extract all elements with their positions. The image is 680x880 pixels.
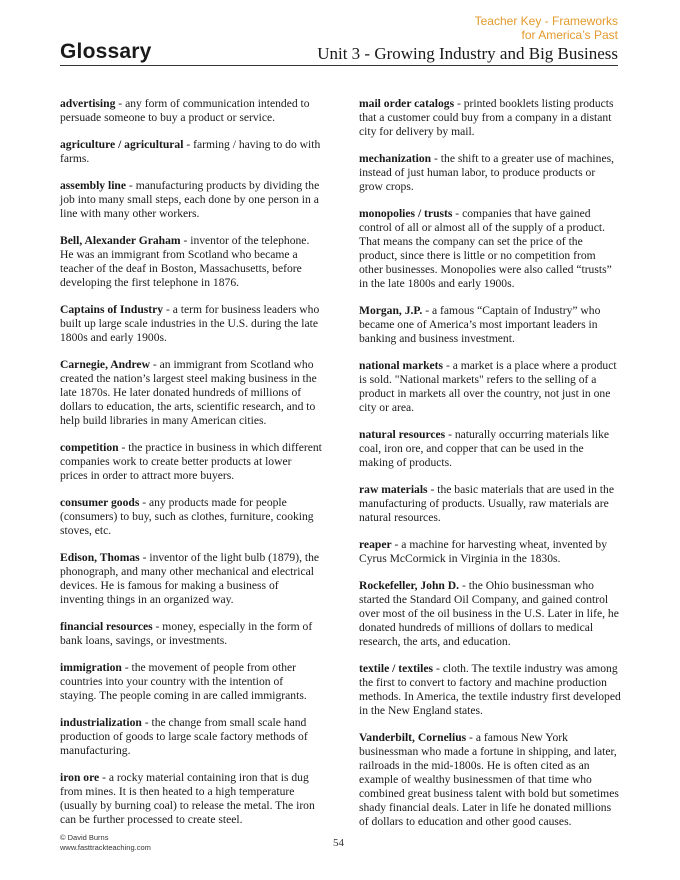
glossary-definition: - inventor of the telephone. He was an immigrant from Scotland who became a teacher of the deaf in Boston, Massachusetts, before developing the first telephone in 1876. [60, 234, 310, 289]
glossary-definition: - any products made for people (consumers) to buy, such as clothes, furniture, cooking stoves, etc. [60, 496, 314, 537]
glossary-term: natural resources [359, 428, 446, 441]
glossary-definition: - money, especially in the form of bank loans, savings, or investments. [60, 620, 313, 647]
glossary-left-column [60, 97, 322, 840]
glossary-entry [60, 234, 322, 290]
glossary-definition: - any form of communication intended to persuade someone to buy a product or service. [60, 97, 310, 124]
glossary-entry [60, 138, 322, 166]
glossary-definition: - a market is a place where a product is sold. "National markets" refers to the selling of a product in markets all over the country, not just in one city or area. [359, 359, 617, 414]
glossary-entry [60, 661, 322, 703]
copyright-text: © David Burns [60, 833, 109, 842]
glossary-definition: - printed booklets listing products that a customer could buy from a company in a distant city for delivery by mail. [359, 97, 614, 138]
page-number: 54 [333, 837, 344, 849]
glossary-entry [60, 303, 322, 345]
glossary-entry [60, 358, 322, 428]
glossary-definition: - a term for business leaders who built up large scale industries in the U.S. during the late 1800s and early 1900s. [60, 303, 320, 344]
glossary-term: competition [60, 441, 119, 454]
glossary-entry [359, 662, 621, 718]
glossary-term: reaper [359, 538, 392, 551]
glossary-term: mechanization [359, 152, 432, 165]
glossary-term: iron ore [60, 771, 100, 784]
glossary-term: Captains of Industry [60, 303, 164, 316]
glossary-entry [359, 304, 621, 346]
glossary-entry [359, 538, 621, 566]
website-text: www.fasttrackteaching.com [60, 843, 151, 852]
glossary-term: Bell, Alexander Graham [60, 234, 181, 247]
glossary-definition: - a famous New York businessman who made a fortune in shipping, and later, railroads in the mid-1800s. He is often cited as an example of wealthy businessmen of that time who combined great business talent with bold but sometimes shady financial deals. Later in life he donated millions of dollars to education and other good causes. [359, 731, 619, 828]
glossary-definition: - a machine for harvesting wheat, invented by Cyrus McCormick in Virginia in the 1830s. [359, 538, 607, 565]
glossary-entry [60, 496, 322, 538]
glossary-entry [60, 551, 322, 607]
glossary-entry [60, 716, 322, 758]
glossary-definition: - naturally occurring materials like coal, iron ore, and copper that can be used in the making of products. [359, 428, 610, 469]
glossary-term: assembly line [60, 179, 127, 192]
glossary-term: Vanderbilt, Cornelius [359, 731, 467, 744]
glossary-term: monopolies / trusts [359, 207, 453, 220]
glossary-definition: - a rocky material containing iron that is dug from mines. It is then heated to a high temperature (usually by burning coal) to release the metal. The iron can be further processed to create steel. [60, 771, 315, 826]
glossary-definition: - the Ohio businessman who started the Standard Oil Company, and gained control over most of the oil business in the U.S. Later in life, he donated hundreds of millions of dollars to medical research, the arts, and education. [359, 579, 619, 648]
glossary-term: financial resources [60, 620, 153, 633]
glossary-entry [60, 179, 322, 221]
glossary-definition: - the change from small scale hand production of goods to large scale factory methods of manufacturing. [60, 716, 308, 757]
glossary-definition: - the shift to a greater use of machines, instead of just human labor, to produce products or grow crops. [359, 152, 614, 193]
glossary-term: Carnegie, Andrew [60, 358, 150, 371]
glossary-entry [359, 731, 621, 829]
glossary-entry [359, 152, 621, 194]
teacher-key-label [475, 14, 618, 42]
page-title: Glossary [60, 40, 152, 63]
glossary-entry [359, 428, 621, 470]
glossary-entry [60, 441, 322, 483]
header-divider [60, 65, 618, 66]
glossary-entry [359, 579, 621, 649]
glossary-definition: - manufacturing products by dividing the job into many small steps, each done by one person in a line with many other workers. [60, 179, 320, 220]
glossary-term: consumer goods [60, 496, 140, 509]
unit-title: Unit 3 - Growing Industry and Big Business [317, 44, 618, 63]
glossary-term: mail order catalogs [359, 97, 455, 110]
glossary-definition: - the movement of people from other countries into your country with the intention of staying. The people coming in are called immigrants. [60, 661, 307, 702]
teacher-key-line2: for America’s Past [521, 28, 618, 42]
glossary-entry [359, 483, 621, 525]
glossary-definition: - cloth. The textile industry was among the first to convert to factory and machine production methods. In America, the textile industry first developed in the New England states. [359, 662, 621, 717]
glossary-definition: - an immigrant from Scotland who created the nation’s largest steel making business in the late 1870s. He later donated hundreds of millions of dollars to education, the arts, scientific research, and to help build libraries in many American cities. [60, 358, 317, 427]
glossary-term: industrialization [60, 716, 142, 729]
glossary-term: textile / textiles [359, 662, 434, 675]
glossary-definition: - farming / having to do with farms. [60, 138, 321, 165]
teacher-key-line1: Teacher Key - Frameworks [474, 14, 618, 28]
glossary-definition: - inventor of the light bulb (1879), the phonograph, and many other mechanical and electrical devices. He is famous for making a business of inventing things in an organized way. [60, 551, 320, 606]
footer-credits [60, 833, 151, 853]
glossary-entry [60, 97, 322, 125]
glossary-entry [359, 207, 621, 291]
glossary-term: agriculture / agricultural [60, 138, 184, 151]
glossary-term: advertising [60, 97, 116, 110]
glossary-entry [359, 359, 621, 415]
glossary-entry [359, 97, 621, 139]
glossary-right-column [359, 97, 621, 842]
glossary-definition: - the basic materials that are used in the manufacturing of products. Usually, raw materials are natural resources. [359, 483, 614, 524]
glossary-definition: - a famous “Captain of Industry” who became one of America’s most important leaders in banking and business investment. [359, 304, 601, 345]
glossary-definition: - the practice in business in which different companies work to create better products at lower prices in order to attract more buyers. [60, 441, 322, 482]
glossary-term: immigration [60, 661, 122, 674]
glossary-term: Morgan, J.P. [359, 304, 423, 317]
glossary-term: Edison, Thomas [60, 551, 140, 564]
glossary-term: national markets [359, 359, 444, 372]
glossary-term: raw materials [359, 483, 428, 496]
glossary-entry [60, 620, 322, 648]
glossary-entry [60, 771, 322, 827]
glossary-definition: - companies that have gained control of all or almost all of the supply of a product. That means the company can set the price of the product, since there is little or no competition from other businesses. Monopolies were also called “trusts” in the late 1800s and early 1900s. [359, 207, 612, 290]
glossary-term: Rockefeller, John D. [359, 579, 460, 592]
